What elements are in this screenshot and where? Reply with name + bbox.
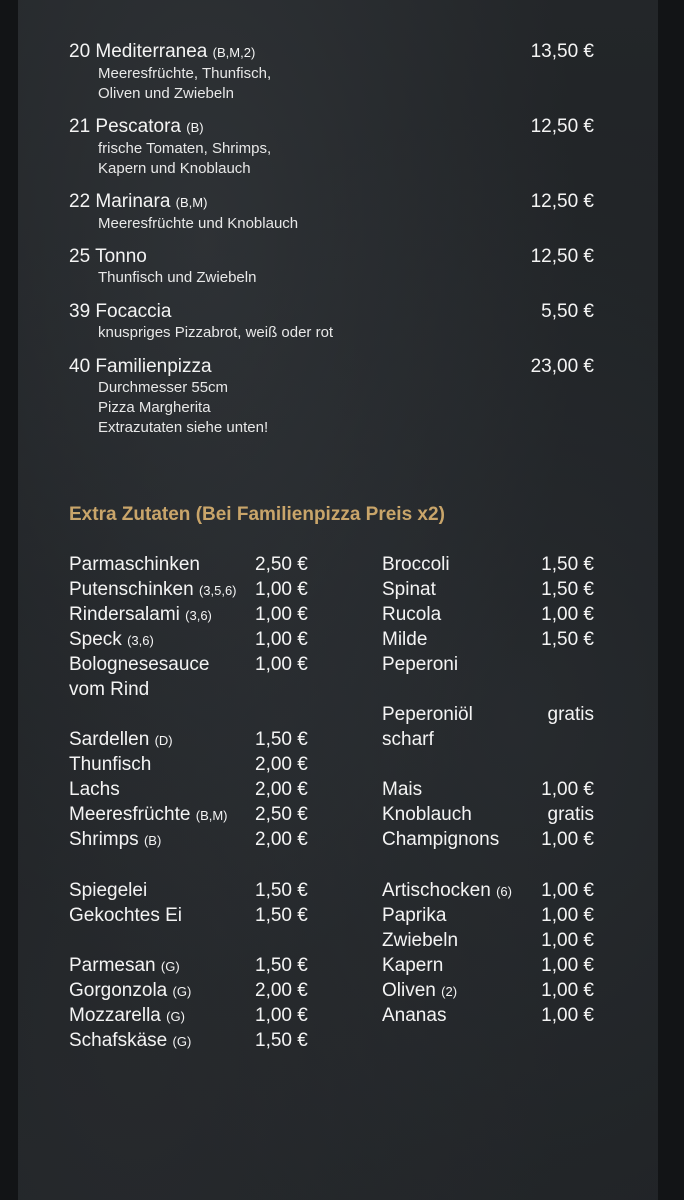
extra-price: gratis (547, 804, 594, 825)
extra-price: 2,00 € (255, 980, 308, 1001)
item-description-line: knuspriges Pizzabrot, weiß oder rot (98, 324, 334, 341)
item-name: 22 Marinara (69, 191, 171, 212)
item-price: 13,50 € (530, 41, 594, 62)
item-allergens: (B,M) (175, 195, 208, 210)
extra-name: Gorgonzola (69, 980, 168, 1001)
extra-item (69, 777, 308, 802)
extra-name: Mozzarella (69, 1005, 161, 1026)
extra-price: 2,00 € (255, 754, 308, 775)
extra-price: 1,50 € (255, 905, 308, 926)
extra-price: 1,00 € (541, 930, 594, 951)
extra-item (382, 903, 594, 928)
extra-allergens: (3,6) (127, 633, 154, 648)
extra-price: 1,00 € (541, 905, 594, 926)
extra-item (69, 602, 308, 628)
extra-price: 1,50 € (541, 629, 594, 650)
extra-name: Rindersalami (69, 604, 180, 625)
extra-name: Artischocken (382, 880, 491, 901)
extra-price: 1,00 € (255, 1005, 308, 1026)
item-description-line: Meeresfrüchte, Thunfisch, (98, 65, 272, 82)
item-name: 40 Familienpizza (69, 356, 212, 377)
extra-item (69, 627, 308, 653)
extra-item (69, 802, 308, 828)
extra-price: 1,50 € (255, 729, 308, 750)
item-description-line: Meeresfrüchte und Knoblauch (98, 215, 299, 232)
extra-item (382, 602, 594, 627)
menu-item (69, 301, 594, 343)
extra-item (382, 802, 594, 827)
item-price: 23,00 € (530, 356, 594, 377)
extra-item (382, 953, 594, 978)
menu-item (69, 116, 594, 179)
extra-name: Paprika (382, 905, 447, 926)
extra-name: Putenschinken (69, 579, 194, 600)
extra-item (382, 978, 594, 1004)
extra-item-continued (382, 652, 594, 677)
extra-allergens: (B,M) (195, 808, 228, 823)
extra-price: 1,00 € (541, 980, 594, 1001)
menu-item (69, 191, 594, 234)
extra-price: 1,50 € (541, 579, 594, 600)
extra-allergens: (G) (160, 959, 180, 974)
extra-item (382, 627, 594, 652)
extra-name: Champignons (382, 829, 500, 850)
extra-item (382, 577, 594, 602)
extra-name: Peperoni (382, 654, 459, 675)
extra-item (69, 752, 308, 777)
extra-price: 1,00 € (255, 604, 308, 625)
extra-name: Sardellen (69, 729, 150, 750)
item-price: 5,50 € (541, 301, 594, 322)
item-description-line: Extrazutaten siehe unten! (98, 419, 269, 436)
extra-price: 1,50 € (255, 1030, 308, 1051)
item-name: 21 Pescatora (69, 116, 181, 137)
extra-price: 1,50 € (255, 955, 308, 976)
item-price: 12,50 € (530, 116, 594, 137)
extra-item (382, 552, 594, 577)
extra-allergens: (6) (496, 884, 512, 899)
extra-item (69, 827, 308, 853)
extra-name: Zwiebeln (382, 930, 459, 951)
extra-price: 1,50 € (541, 554, 594, 575)
extra-name: Kapern (382, 955, 444, 976)
extra-item (69, 1003, 308, 1029)
extra-name: Knoblauch (382, 804, 472, 825)
item-description-line: Thunfisch und Zwiebeln (98, 269, 257, 286)
extra-item (69, 577, 308, 603)
extra-item (69, 878, 308, 903)
item-name: 39 Focaccia (69, 301, 172, 322)
extra-allergens: (3,5,6) (198, 583, 237, 598)
extra-price: 1,00 € (541, 880, 594, 901)
extra-item (382, 878, 594, 904)
extra-item (69, 978, 308, 1004)
extra-allergens: (B) (143, 833, 162, 848)
extra-price: 2,50 € (255, 554, 308, 575)
extra-price: 1,00 € (255, 629, 308, 650)
extra-name: vom Rind (69, 679, 150, 700)
item-description-line: frische Tomaten, Shrimps, (98, 140, 272, 157)
extra-price: gratis (547, 704, 594, 725)
extra-price: 1,00 € (255, 654, 308, 675)
extra-price: 1,00 € (541, 779, 594, 800)
extra-name: Milde (382, 629, 428, 650)
extra-item (69, 652, 308, 677)
extra-item (69, 953, 308, 979)
extra-name: Parmesan (69, 955, 156, 976)
extra-allergens: (3,6) (185, 608, 212, 623)
extra-name: Peperoniöl (382, 704, 473, 725)
item-description-line: Oliven und Zwiebeln (98, 85, 234, 102)
extra-name: Oliven (382, 980, 436, 1001)
extra-item-continued (69, 677, 149, 702)
item-name: 20 Mediterranea (69, 41, 208, 62)
extra-allergens: (G) (172, 984, 192, 999)
item-allergens: (B) (186, 120, 204, 135)
item-allergens: (B,M,2) (212, 45, 256, 60)
extra-item (382, 827, 594, 852)
item-description-line: Kapern und Knoblauch (98, 160, 251, 177)
extra-price: 1,00 € (541, 829, 594, 850)
extra-name: Broccoli (382, 554, 450, 575)
extra-name: Spinat (382, 579, 436, 600)
extra-name: Shrimps (69, 829, 139, 850)
extra-name: Schafskäse (69, 1030, 168, 1051)
extra-item (382, 777, 594, 802)
extra-item (69, 903, 308, 928)
extra-price: 1,00 € (541, 1005, 594, 1026)
extra-name: Thunfisch (69, 754, 152, 775)
extra-name: Spiegelei (69, 880, 148, 901)
menu-item (69, 41, 594, 104)
extra-name: Meeresfrüchte (69, 804, 191, 825)
extra-name: Lachs (69, 779, 120, 800)
item-description-line: Pizza Margherita (98, 399, 211, 416)
extra-item (382, 702, 594, 727)
extra-price: 2,00 € (255, 779, 308, 800)
extra-item-continued (382, 727, 594, 752)
extra-allergens: (G) (166, 1009, 185, 1024)
item-price: 12,50 € (530, 246, 594, 267)
extra-name: Parmaschinken (69, 554, 200, 575)
extra-price: 2,50 € (255, 804, 308, 825)
extra-price: 1,00 € (255, 579, 308, 600)
extra-allergens: (G) (172, 1034, 192, 1049)
extra-name: Mais (382, 779, 423, 800)
extra-price: 1,00 € (541, 604, 594, 625)
item-price: 12,50 € (530, 191, 594, 212)
extra-item (382, 928, 594, 953)
menu-item (69, 246, 594, 288)
item-description-line: Durchmesser 55cm (98, 379, 229, 396)
extra-item (382, 1003, 594, 1028)
menu-item (69, 356, 594, 438)
extra-name: scharf (382, 729, 434, 750)
extra-item (69, 727, 308, 753)
extra-price: 1,00 € (541, 955, 594, 976)
extra-price: 2,00 € (255, 829, 308, 850)
extra-price: 1,50 € (255, 880, 308, 901)
extra-name: Bolognesesauce (69, 654, 210, 675)
extra-name: Ananas (382, 1005, 447, 1026)
extra-item (69, 552, 308, 577)
extra-name: Speck (69, 629, 122, 650)
extras-section-title: Extra Zutaten (Bei Familienpizza Preis x2) (69, 504, 445, 525)
extra-allergens: (D) (154, 733, 173, 748)
extra-name: Rucola (382, 604, 442, 625)
extra-item (69, 1028, 308, 1054)
item-name: 25 Tonno (69, 246, 147, 267)
extra-allergens: (2) (441, 984, 458, 999)
extra-name: Gekochtes Ei (69, 905, 182, 926)
